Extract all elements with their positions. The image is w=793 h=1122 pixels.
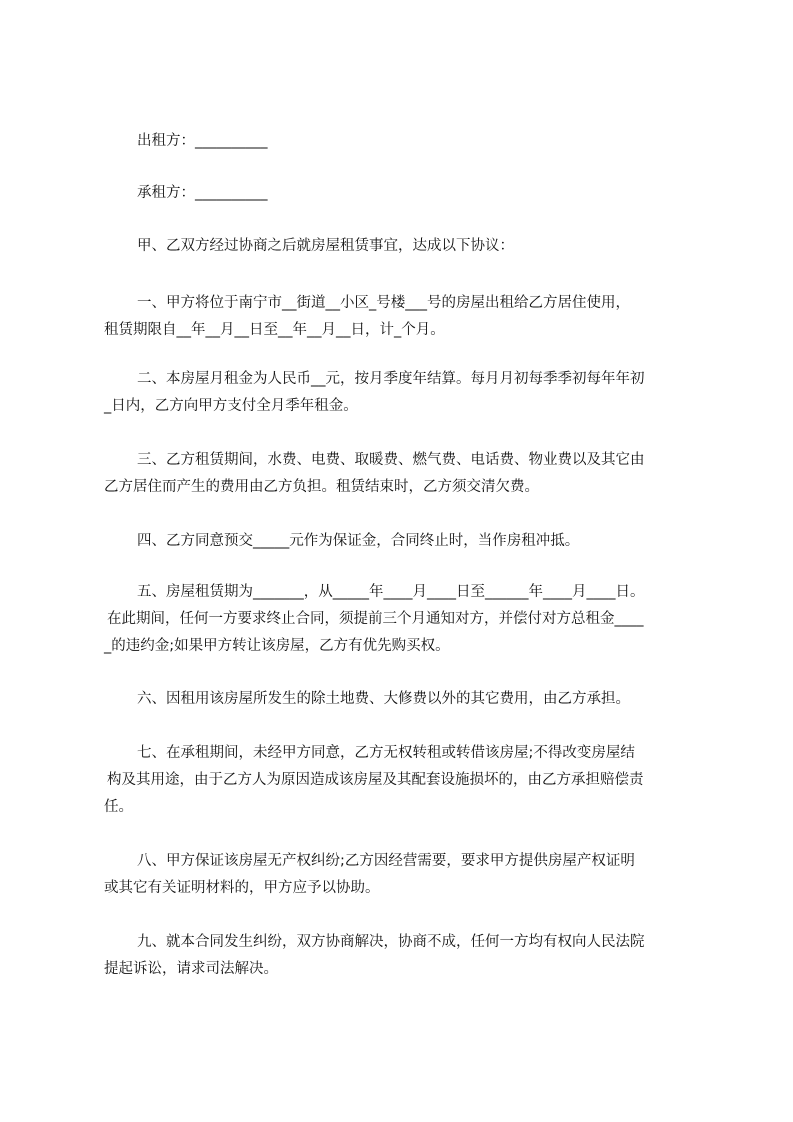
clause-2-line-2: _日内，乙方向甲方支付全月季年租金。 bbox=[104, 398, 358, 414]
clause-7-line-3: 任。 bbox=[104, 799, 133, 815]
clause-3-line-1: 三、乙方租赁期间，水费、电费、取暖费、燃气费、电话费、物业费以及其它由 bbox=[137, 452, 645, 468]
clause-3 bbox=[104, 447, 704, 501]
clause-3-line-2: 乙方居住而产生的费用由乙方负担。租赁结束时，乙方须交清欠费。 bbox=[104, 479, 539, 495]
lessee-line: 承租方：__________ bbox=[137, 185, 268, 201]
intro-paragraph: 甲、乙双方经过协商之后就房屋租赁事宜，达成以下协议： bbox=[137, 238, 514, 254]
clause-2 bbox=[104, 366, 704, 420]
clause-5 bbox=[104, 579, 704, 660]
clause-7-line-2: 构及其用途，由于乙方人为原因造成该房屋及其配套设施损坏的，由乙方承担赔偿责 bbox=[107, 772, 644, 788]
clause-7 bbox=[104, 740, 704, 821]
clause-4 bbox=[104, 528, 704, 555]
clause-1 bbox=[104, 290, 704, 344]
clause-6-line-1: 六、因租用该房屋所发生的除土地费、大修费以外的其它费用，由乙方承担。 bbox=[137, 691, 630, 707]
clause-8-line-1: 八、甲方保证该房屋无产权纠纷;乙方因经营需要，要求甲方提供房屋产权证明 bbox=[137, 853, 635, 869]
clause-8 bbox=[104, 848, 704, 902]
clause-9-line-2: 提起诉讼，请求司法解决。 bbox=[104, 961, 278, 977]
clause-9-line-1: 九、就本合同发生纠纷，双方协商解决，协商不成，任何一方均有权向人民法院 bbox=[137, 934, 645, 950]
clause-7-line-1: 七、在承租期间，未经甲方同意，乙方无权转租或转借该房屋;不得改变房屋结 bbox=[137, 745, 635, 761]
clause-9 bbox=[104, 929, 704, 983]
clause-8-line-2: 或其它有关证明材料的，甲方应予以协助。 bbox=[104, 880, 380, 896]
clause-5-line-1: 五、房屋租赁期为_______，从_____年____月____日至______年____月____日。 bbox=[137, 584, 645, 600]
lessor-line: 出租方：__________ bbox=[137, 133, 268, 149]
clause-5-line-3: _的违约金;如果甲方转让该房屋，乙方有优先购买权。 bbox=[104, 638, 450, 654]
clause-6 bbox=[104, 686, 704, 713]
clause-5-line-2: 在此期间，任何一方要求终止合同，须提前三个月通知对方，并偿付对方总租金____ bbox=[107, 611, 644, 627]
clause-1-line-2: 租赁期限自__年__月__日至__年__月__日，计_个月。 bbox=[104, 322, 445, 338]
clause-2-line-1: 二、本房屋月租金为人民币__元，按月季度年结算。每月月初每季季初每年年初 bbox=[137, 371, 645, 387]
clause-4-line-1: 四、乙方同意预交_____元作为保证金，合同终止时，当作房租冲抵。 bbox=[137, 533, 580, 549]
clause-1-line-1: 一、甲方将位于南宁市__街道__小区_号楼___号的房屋出租给乙方居住使用， bbox=[137, 295, 630, 311]
